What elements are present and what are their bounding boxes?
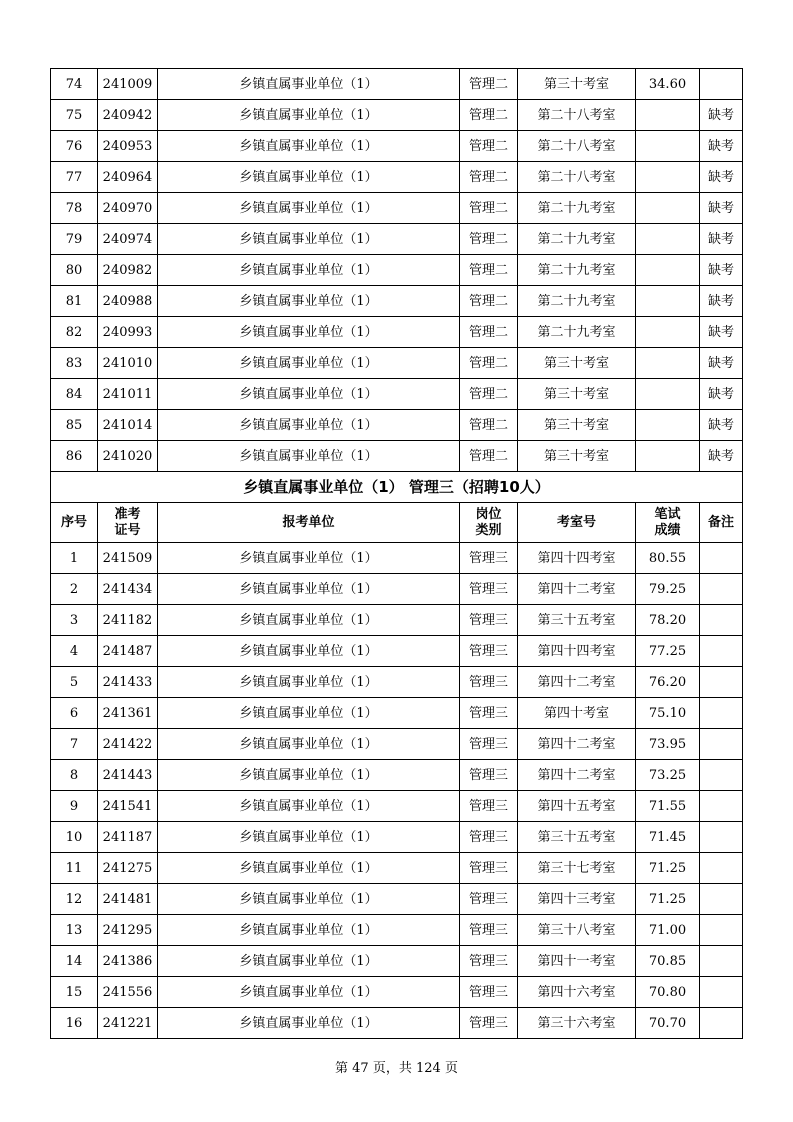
cell-score: 71.55 — [636, 791, 700, 822]
cell-room: 第二十九考室 — [518, 224, 636, 255]
cell-ticket: 240942 — [98, 100, 158, 131]
cell-score — [636, 317, 700, 348]
cell-ticket: 241221 — [98, 1008, 158, 1039]
cell-ticket: 240953 — [98, 131, 158, 162]
cell-room: 第二十八考室 — [518, 131, 636, 162]
cell-post: 管理三 — [460, 574, 518, 605]
cell-score: 77.25 — [636, 636, 700, 667]
cell-ticket: 241182 — [98, 605, 158, 636]
cell-room: 第四十考室 — [518, 698, 636, 729]
cell-unit: 乡镇直属事业单位（1） — [158, 224, 460, 255]
cell-note — [700, 1008, 743, 1039]
cell-ticket: 240988 — [98, 286, 158, 317]
cell-unit: 乡镇直属事业单位（1） — [158, 286, 460, 317]
cell-score: 71.45 — [636, 822, 700, 853]
cell-ticket: 240993 — [98, 317, 158, 348]
header-no: 序号 — [51, 503, 98, 543]
cell-unit: 乡镇直属事业单位（1） — [158, 131, 460, 162]
cell-room: 第四十二考室 — [518, 729, 636, 760]
cell-no: 77 — [51, 162, 98, 193]
cell-score: 78.20 — [636, 605, 700, 636]
cell-post: 管理二 — [460, 317, 518, 348]
cell-note — [700, 884, 743, 915]
table-row — [51, 543, 743, 574]
cell-ticket: 241009 — [98, 69, 158, 100]
cell-note — [700, 791, 743, 822]
cell-score: 73.95 — [636, 729, 700, 760]
cell-post: 管理二 — [460, 131, 518, 162]
cell-no: 76 — [51, 131, 98, 162]
table-row — [51, 286, 743, 317]
table-row — [51, 69, 743, 100]
table-row — [51, 100, 743, 131]
page-footer — [0, 1057, 793, 1076]
cell-score — [636, 286, 700, 317]
cell-ticket: 241556 — [98, 977, 158, 1008]
cell-no: 1 — [51, 543, 98, 574]
cell-ticket: 241422 — [98, 729, 158, 760]
cell-note — [700, 946, 743, 977]
cell-unit: 乡镇直属事业单位（1） — [158, 729, 460, 760]
cell-score — [636, 131, 700, 162]
cell-no: 85 — [51, 410, 98, 441]
cell-no: 82 — [51, 317, 98, 348]
cell-post: 管理三 — [460, 853, 518, 884]
cell-no: 8 — [51, 760, 98, 791]
cell-room: 第三十八考室 — [518, 915, 636, 946]
cell-ticket: 241434 — [98, 574, 158, 605]
cell-room: 第二十九考室 — [518, 286, 636, 317]
cell-unit: 乡镇直属事业单位（1） — [158, 698, 460, 729]
table-row — [51, 946, 743, 977]
cell-score: 71.00 — [636, 915, 700, 946]
cell-score — [636, 348, 700, 379]
cell-unit: 乡镇直属事业单位（1） — [158, 884, 460, 915]
cell-post: 管理三 — [460, 729, 518, 760]
cell-unit: 乡镇直属事业单位（1） — [158, 162, 460, 193]
cell-note: 缺考 — [700, 224, 743, 255]
section-block — [51, 472, 743, 543]
cell-score: 75.10 — [636, 698, 700, 729]
cell-no: 3 — [51, 605, 98, 636]
cell-ticket: 240982 — [98, 255, 158, 286]
cell-score — [636, 224, 700, 255]
cell-note — [700, 915, 743, 946]
cell-post: 管理三 — [460, 884, 518, 915]
cell-unit: 乡镇直属事业单位（1） — [158, 69, 460, 100]
cell-post: 管理二 — [460, 255, 518, 286]
cell-no: 9 — [51, 791, 98, 822]
cell-no: 75 — [51, 100, 98, 131]
cell-note: 缺考 — [700, 379, 743, 410]
cell-ticket: 241361 — [98, 698, 158, 729]
cell-unit: 乡镇直属事业单位（1） — [158, 574, 460, 605]
cell-ticket: 241487 — [98, 636, 158, 667]
cell-no: 81 — [51, 286, 98, 317]
cell-unit: 乡镇直属事业单位（1） — [158, 543, 460, 574]
table-body-bottom — [51, 543, 743, 1039]
cell-room: 第四十一考室 — [518, 946, 636, 977]
cell-score: 71.25 — [636, 884, 700, 915]
table-row — [51, 760, 743, 791]
cell-score: 76.20 — [636, 667, 700, 698]
header-score: 笔试 成绩 — [636, 503, 700, 543]
cell-unit: 乡镇直属事业单位（1） — [158, 605, 460, 636]
table-row — [51, 636, 743, 667]
cell-room: 第三十五考室 — [518, 822, 636, 853]
cell-ticket: 241295 — [98, 915, 158, 946]
cell-unit: 乡镇直属事业单位（1） — [158, 915, 460, 946]
cell-note — [700, 543, 743, 574]
cell-post: 管理三 — [460, 946, 518, 977]
cell-note: 缺考 — [700, 441, 743, 472]
cell-no: 13 — [51, 915, 98, 946]
cell-ticket: 241011 — [98, 379, 158, 410]
footer-middle: 页，共 — [372, 1061, 412, 1076]
cell-unit: 乡镇直属事业单位（1） — [158, 410, 460, 441]
cell-ticket: 241481 — [98, 884, 158, 915]
table-row — [51, 884, 743, 915]
table-row — [51, 255, 743, 286]
cell-note: 缺考 — [700, 286, 743, 317]
cell-room: 第四十二考室 — [518, 760, 636, 791]
cell-room: 第三十考室 — [518, 441, 636, 472]
cell-note — [700, 853, 743, 884]
cell-room: 第二十八考室 — [518, 100, 636, 131]
cell-room: 第四十五考室 — [518, 791, 636, 822]
cell-unit: 乡镇直属事业单位（1） — [158, 760, 460, 791]
cell-unit: 乡镇直属事业单位（1） — [158, 977, 460, 1008]
cell-note — [700, 822, 743, 853]
cell-unit: 乡镇直属事业单位（1） — [158, 636, 460, 667]
header-room: 考室号 — [518, 503, 636, 543]
cell-unit: 乡镇直属事业单位（1） — [158, 379, 460, 410]
cell-note — [700, 977, 743, 1008]
cell-unit: 乡镇直属事业单位（1） — [158, 1008, 460, 1039]
cell-ticket: 241187 — [98, 822, 158, 853]
cell-post: 管理三 — [460, 543, 518, 574]
cell-score — [636, 162, 700, 193]
cell-score: 71.25 — [636, 853, 700, 884]
cell-post: 管理二 — [460, 224, 518, 255]
cell-post: 管理三 — [460, 636, 518, 667]
table-row — [51, 977, 743, 1008]
cell-score — [636, 379, 700, 410]
cell-note — [700, 760, 743, 791]
cell-room: 第二十九考室 — [518, 317, 636, 348]
cell-post: 管理二 — [460, 100, 518, 131]
cell-no: 79 — [51, 224, 98, 255]
cell-no: 16 — [51, 1008, 98, 1039]
cell-room: 第三十五考室 — [518, 605, 636, 636]
cell-score: 70.85 — [636, 946, 700, 977]
cell-room: 第四十三考室 — [518, 884, 636, 915]
cell-post: 管理二 — [460, 410, 518, 441]
cell-ticket: 241014 — [98, 410, 158, 441]
table-row — [51, 193, 743, 224]
cell-room: 第四十四考室 — [518, 636, 636, 667]
cell-post: 管理三 — [460, 1008, 518, 1039]
cell-note — [700, 636, 743, 667]
cell-no: 7 — [51, 729, 98, 760]
cell-no: 6 — [51, 698, 98, 729]
cell-no: 2 — [51, 574, 98, 605]
footer-page-number: 47 — [352, 1061, 369, 1076]
cell-note — [700, 729, 743, 760]
cell-note — [700, 667, 743, 698]
cell-post: 管理三 — [460, 977, 518, 1008]
footer-prefix: 第 — [335, 1061, 349, 1076]
cell-post: 管理二 — [460, 379, 518, 410]
cell-score — [636, 100, 700, 131]
cell-ticket: 240964 — [98, 162, 158, 193]
cell-unit: 乡镇直属事业单位（1） — [158, 348, 460, 379]
cell-post: 管理三 — [460, 915, 518, 946]
cell-note — [700, 605, 743, 636]
table-row — [51, 348, 743, 379]
cell-post: 管理三 — [460, 698, 518, 729]
results-table — [50, 68, 743, 1039]
cell-post: 管理三 — [460, 760, 518, 791]
table-row — [51, 605, 743, 636]
cell-post: 管理三 — [460, 605, 518, 636]
cell-ticket: 241010 — [98, 348, 158, 379]
cell-no: 11 — [51, 853, 98, 884]
footer-total-pages: 124 — [416, 1061, 441, 1076]
cell-room: 第三十考室 — [518, 348, 636, 379]
table-row — [51, 822, 743, 853]
cell-score — [636, 441, 700, 472]
header-row — [51, 503, 743, 543]
cell-unit: 乡镇直属事业单位（1） — [158, 791, 460, 822]
table-row — [51, 379, 743, 410]
table-row — [51, 131, 743, 162]
cell-note: 缺考 — [700, 100, 743, 131]
cell-no: 84 — [51, 379, 98, 410]
cell-unit: 乡镇直属事业单位（1） — [158, 946, 460, 977]
table-row — [51, 162, 743, 193]
cell-post: 管理二 — [460, 69, 518, 100]
cell-note: 缺考 — [700, 255, 743, 286]
cell-no: 74 — [51, 69, 98, 100]
cell-no: 15 — [51, 977, 98, 1008]
cell-room: 第三十六考室 — [518, 1008, 636, 1039]
cell-note: 缺考 — [700, 410, 743, 441]
cell-note: 缺考 — [700, 193, 743, 224]
cell-ticket: 241020 — [98, 441, 158, 472]
cell-no: 80 — [51, 255, 98, 286]
cell-room: 第二十九考室 — [518, 193, 636, 224]
cell-room: 第三十考室 — [518, 410, 636, 441]
header-ticket: 准考 证号 — [98, 503, 158, 543]
cell-score — [636, 410, 700, 441]
table-row — [51, 667, 743, 698]
cell-no: 83 — [51, 348, 98, 379]
cell-score: 70.80 — [636, 977, 700, 1008]
table-row — [51, 698, 743, 729]
cell-room: 第三十考室 — [518, 69, 636, 100]
cell-unit: 乡镇直属事业单位（1） — [158, 255, 460, 286]
table-row — [51, 1008, 743, 1039]
cell-ticket: 241509 — [98, 543, 158, 574]
cell-post: 管理三 — [460, 667, 518, 698]
cell-score: 73.25 — [636, 760, 700, 791]
cell-note — [700, 574, 743, 605]
cell-note: 缺考 — [700, 348, 743, 379]
cell-room: 第二十九考室 — [518, 255, 636, 286]
table-row — [51, 915, 743, 946]
cell-no: 4 — [51, 636, 98, 667]
cell-unit: 乡镇直属事业单位（1） — [158, 317, 460, 348]
cell-unit: 乡镇直属事业单位（1） — [158, 822, 460, 853]
cell-note: 缺考 — [700, 131, 743, 162]
cell-unit: 乡镇直属事业单位（1） — [158, 441, 460, 472]
cell-post: 管理二 — [460, 162, 518, 193]
cell-note — [700, 69, 743, 100]
cell-ticket: 240974 — [98, 224, 158, 255]
table-row — [51, 317, 743, 348]
cell-post: 管理二 — [460, 286, 518, 317]
section-title-row — [51, 472, 743, 503]
section-title: 乡镇直属事业单位（1） 管理三（招聘10人） — [51, 472, 743, 503]
cell-post: 管理三 — [460, 822, 518, 853]
cell-unit: 乡镇直属事业单位（1） — [158, 853, 460, 884]
cell-room: 第三十七考室 — [518, 853, 636, 884]
cell-room: 第四十四考室 — [518, 543, 636, 574]
header-note: 备注 — [700, 503, 743, 543]
table-row — [51, 791, 743, 822]
cell-no: 12 — [51, 884, 98, 915]
cell-score: 34.60 — [636, 69, 700, 100]
cell-room: 第二十八考室 — [518, 162, 636, 193]
table-body-top — [51, 69, 743, 472]
cell-no: 5 — [51, 667, 98, 698]
cell-room: 第四十六考室 — [518, 977, 636, 1008]
table-row — [51, 574, 743, 605]
cell-unit: 乡镇直属事业单位（1） — [158, 667, 460, 698]
cell-note: 缺考 — [700, 162, 743, 193]
cell-ticket: 240970 — [98, 193, 158, 224]
table-row — [51, 224, 743, 255]
cell-room: 第四十二考室 — [518, 667, 636, 698]
cell-room: 第四十二考室 — [518, 574, 636, 605]
cell-unit: 乡镇直属事业单位（1） — [158, 100, 460, 131]
cell-no: 78 — [51, 193, 98, 224]
cell-score — [636, 193, 700, 224]
table-row — [51, 441, 743, 472]
cell-room: 第三十考室 — [518, 379, 636, 410]
cell-unit: 乡镇直属事业单位（1） — [158, 193, 460, 224]
table-row — [51, 410, 743, 441]
cell-note: 缺考 — [700, 317, 743, 348]
cell-no: 10 — [51, 822, 98, 853]
table-row — [51, 853, 743, 884]
cell-post: 管理二 — [460, 441, 518, 472]
cell-post: 管理三 — [460, 791, 518, 822]
cell-ticket: 241541 — [98, 791, 158, 822]
footer-suffix: 页 — [444, 1061, 458, 1076]
cell-ticket: 241386 — [98, 946, 158, 977]
header-post: 岗位 类别 — [460, 503, 518, 543]
cell-ticket: 241433 — [98, 667, 158, 698]
cell-score: 70.70 — [636, 1008, 700, 1039]
cell-no: 14 — [51, 946, 98, 977]
cell-post: 管理二 — [460, 193, 518, 224]
cell-score: 80.55 — [636, 543, 700, 574]
cell-score — [636, 255, 700, 286]
table-row — [51, 729, 743, 760]
cell-score: 79.25 — [636, 574, 700, 605]
cell-note — [700, 698, 743, 729]
cell-ticket: 241443 — [98, 760, 158, 791]
cell-no: 86 — [51, 441, 98, 472]
header-unit: 报考单位 — [158, 503, 460, 543]
cell-post: 管理二 — [460, 348, 518, 379]
cell-ticket: 241275 — [98, 853, 158, 884]
